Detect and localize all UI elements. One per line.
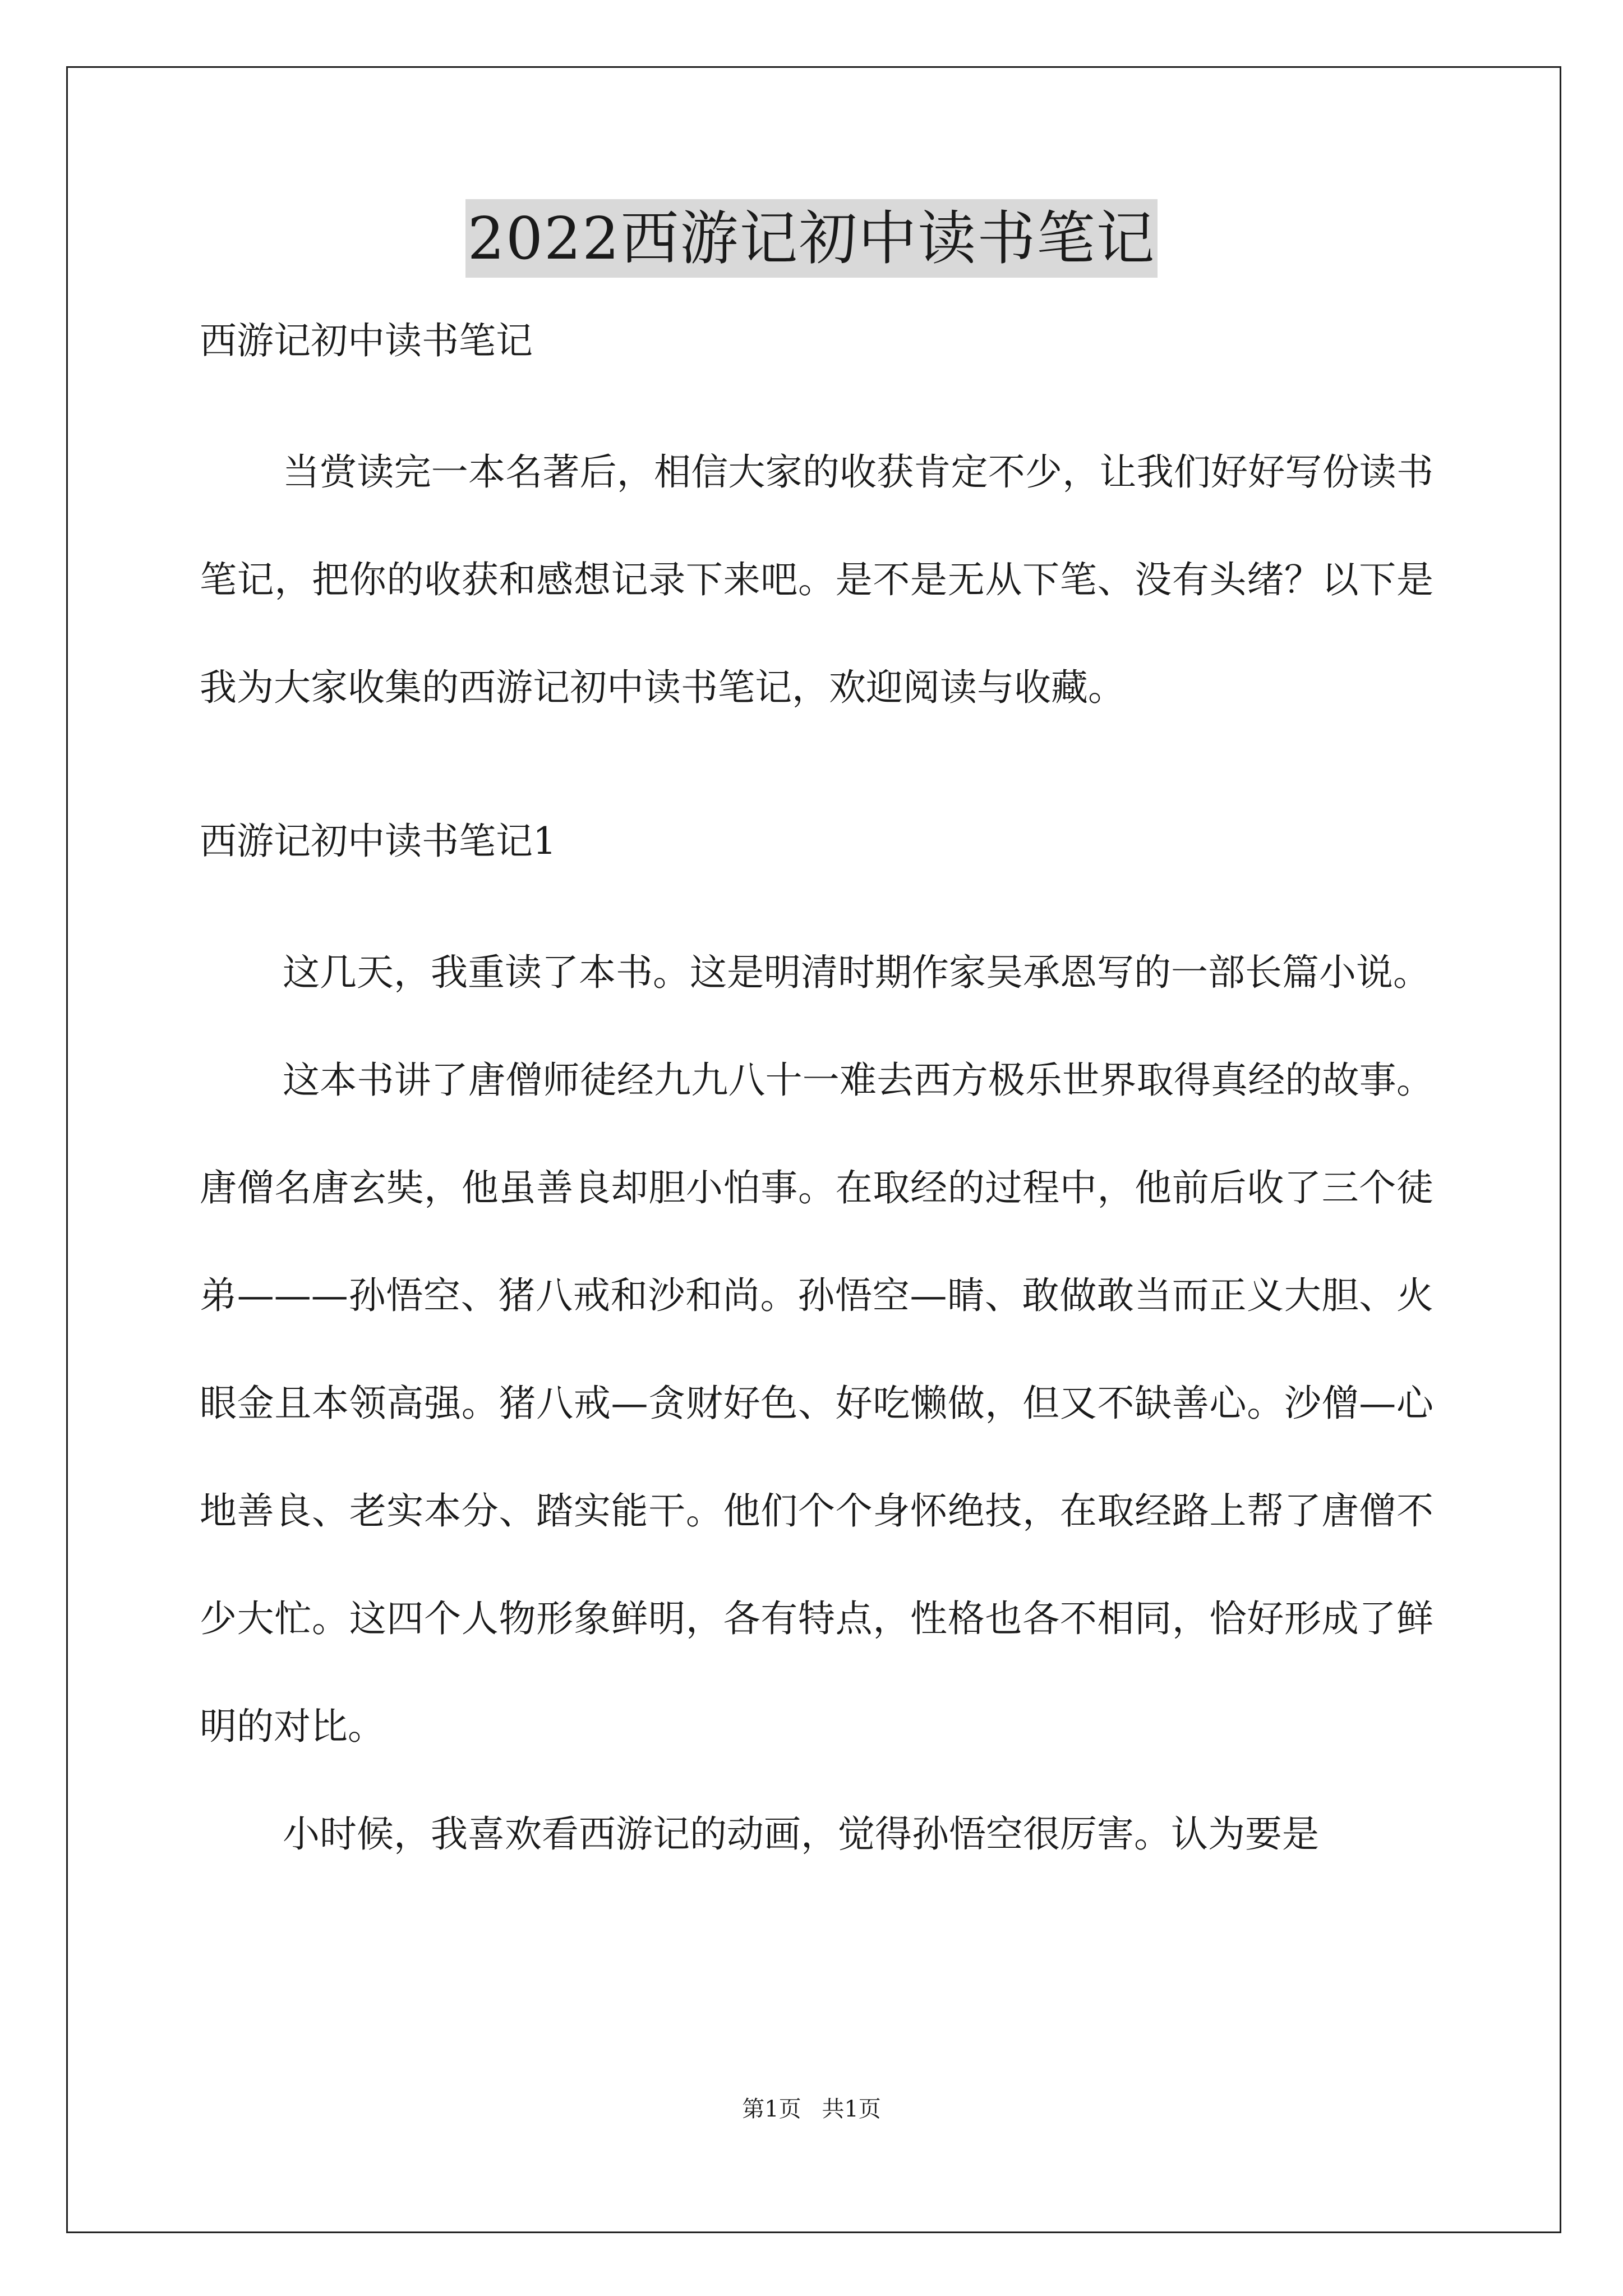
section-heading: 西游记初中读书笔记1 xyxy=(200,820,556,863)
page-number: 第1页 xyxy=(742,2096,801,2122)
document-body xyxy=(200,313,1433,1888)
page-footer xyxy=(0,2092,1623,2126)
body-paragraph: 这本书讲了唐僧师徒经九九八十一难去西方极乐世界取得真经的故事。唐僧名唐玄奘，他虽善良却胆小怕事。在取经的过程中，他前后收了三个徒弟———孙悟空、猪八戒和沙和尚。孙悟空—睛、敢做敢当而正义大胆、火眼金且本领高强。猪八戒—贪财好色、好吃懒做，但又不缺善心。沙僧—心地善良、老实本分、踏实能干。他们个个身怀绝技，在取经路上帮了唐僧不少大忙。这四个人物形象鲜明，各有特点，性格也各不相同，恰好形成了鲜明的对比。 xyxy=(200,1059,1433,1748)
total-pages: 共1页 xyxy=(822,2096,881,2122)
intro-heading: 西游记初中读书笔记 xyxy=(200,319,533,362)
title-container xyxy=(0,199,1623,278)
document-title: 2022西游记初中读书笔记 xyxy=(465,199,1158,278)
body-paragraph: 小时候，我喜欢看西游记的动画，觉得孙悟空很厉害。认为要是 xyxy=(283,1812,1319,1856)
intro-paragraph: 当赏读完一本名著后，相信大家的收获肯定不少，让我们好好写份读书笔记，把你的收获和感想记录下来吧。是不是无从下笔、没有头绪？以下是我为大家收集的西游记初中读书笔记，欢迎阅读与收藏。 xyxy=(200,450,1433,709)
body-paragraph: 这几天，我重读了本书。这是明清时期作家吴承恩写的一部长篇小说。 xyxy=(283,951,1430,994)
